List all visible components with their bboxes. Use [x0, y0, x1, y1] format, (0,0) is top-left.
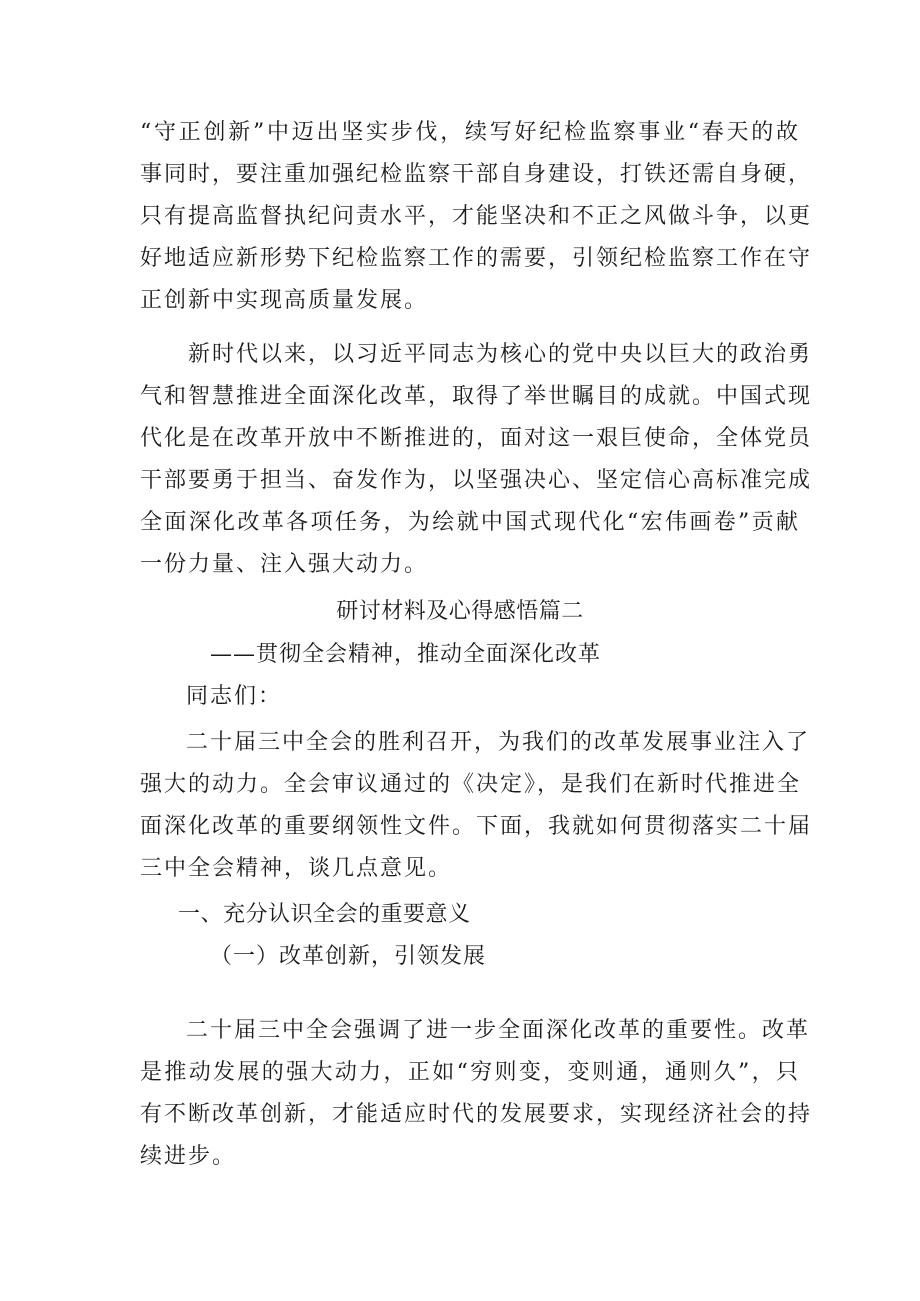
para2-line-4: 干部要勇于担当、奋发作为，以坚强决心、坚定信心高标准完成	[140, 468, 813, 493]
salutation: 同志们：	[186, 684, 283, 709]
para1-line-3: 只有提高监督执纪问责水平，才能坚决和不正之风做斗争，以更	[140, 204, 813, 229]
para2-line-2: 气和智慧推进全面深化改革，取得了举世瞩目的成就。中国式现	[140, 384, 813, 409]
para1-line-5: 正创新中实现高质量发展。	[140, 288, 429, 313]
para3-line-3: 面深化改革的重要纲领性文件。下面，我就如何贯彻落实二十届	[140, 814, 813, 839]
para2-line-6: 一份力量、注入强大动力。	[140, 552, 429, 577]
para4-line-4: 续进步。	[140, 1144, 237, 1169]
para1-line-2: 事同时，要注重加强纪检监察干部自身建设，打铁还需自身硬，	[140, 162, 813, 187]
para3-line-4: 三中全会精神，谈几点意见。	[140, 856, 453, 881]
para2-line-1: 新时代以来，以习近平同志为核心的党中央以巨大的政治勇	[188, 342, 813, 367]
para1-line-1: “守正创新”中迈出坚实步伐，续写好纪检监察事业“春天的故	[140, 120, 800, 145]
para4-line-1: 二十届三中全会强调了进一步全面深化改革的重要性。改革	[186, 1018, 811, 1043]
para2-line-3: 代化是在改革开放中不断推进的，面对这一艰巨使命，全体党员	[140, 426, 813, 451]
para4-line-2: 是推动发展的强大动力，正如“穷则变，变则通，通则久”，只	[140, 1060, 800, 1085]
para3-line-2: 强大的动力。全会审议通过的《决定》，是我们在新时代推进全	[140, 772, 802, 797]
heading-1: 一、充分认识全会的重要意义	[178, 902, 471, 927]
para2-line-5: 全面深化改革各项任务，为绘就中国式现代化“宏伟画卷”贡献	[140, 510, 800, 535]
para4-line-3: 有不断改革创新，才能适应时代的发展要求，实现经济社会的持	[140, 1102, 813, 1127]
para3-line-1: 二十届三中全会的胜利召开，为我们的改革发展事业注入了	[186, 730, 811, 755]
para1-line-4: 好地适应新形势下纪检监察工作的需要，引领纪检监察工作在守	[140, 246, 813, 271]
section-title: 研讨材料及心得感悟篇二	[336, 599, 584, 624]
section-subtitle: ——贯彻全会精神，推动全面深化改革	[210, 642, 602, 667]
subheading-1: （一）改革创新，引领发展	[210, 944, 487, 969]
